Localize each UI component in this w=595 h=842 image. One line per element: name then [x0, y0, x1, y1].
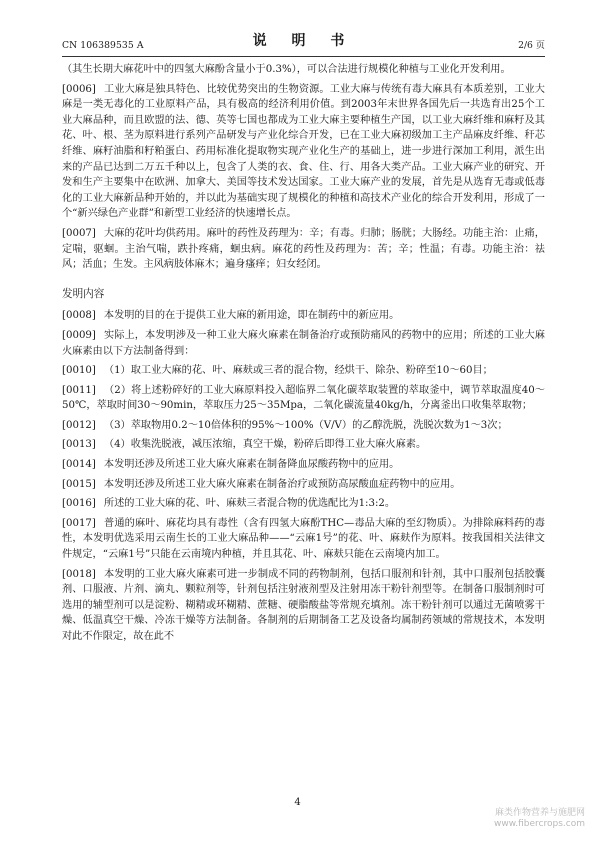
paragraph-number: [0012]: [62, 419, 96, 431]
paragraph-text: （其生长期大麻花叶中的四氢大麻酚含量小于0.3%），可以合法进行规模化种植与工业化开发利用。: [62, 64, 511, 75]
paragraph-text: （4）收集洗脱液，减压浓缩，真空干燥，粉碎后即得工业大麻火麻素。: [103, 439, 427, 451]
paragraph-text: （3）萃取物用0.2～10倍体积的95%～100%（V/V）的乙醇洗脱，洗脱次数为1～3次；: [103, 419, 508, 431]
section-heading: 发明内容: [62, 287, 105, 300]
paragraph-0008: [62, 308, 545, 324]
paragraph-text: 本发明还涉及所述工业大麻火麻素在制备治疗或预防高尿酸血症药物中的应用。: [103, 478, 461, 490]
paragraph-number: [0018]: [62, 568, 96, 580]
paragraph-number: [0017]: [62, 517, 96, 529]
publication-number: CN 106389535 A: [62, 40, 144, 51]
paragraph-text: 本发明的目的在于提供工业大麻的新用途，即在制药中的新应用。: [103, 310, 400, 322]
paragraph-0017: [62, 516, 545, 563]
document-title: 说 明 书: [252, 33, 355, 49]
paragraph-0010: [62, 363, 545, 379]
header-rule: [62, 56, 545, 57]
paragraph-text: 实际上，本发明涉及一种工业大麻火麻素在制备治疗或预防痛风的药物中的应用；所述的工业大麻火麻素由以下方法制备得到：: [62, 329, 545, 357]
paragraph-text: 所述的工业大麻的花、叶、麻麸三者混合物的优选配比为1:3:2。: [103, 498, 396, 510]
paragraph-text: （2）将上述粉碎好的工业大麻原料投入超临界二氧化碳萃取装置的萃取釜中，调节萃取温度40～50℃，萃取时间30～90min，萃取压力25～35Mpa，二氧化碳流量40kg/h，分离釜出口收集萃取物；: [62, 384, 545, 412]
paragraph-number: [0016]: [62, 498, 96, 510]
paragraph-number: [0011]: [62, 384, 96, 396]
paragraph-text: 普通的麻叶、麻花均具有毒性（含有四氢大麻酚THC—毒品大麻的至幻物质）。为排除麻料药的毒性，本发明优选采用云南生长的工业大麻品种——“云麻1号”的花、叶、麻麸作为原料。按我国相关法律文件规定，“云麻1号”只能在云南境内种植，并且其花、叶、麻麸只能在云南境内加工。: [62, 517, 545, 561]
paragraph-number: [0006]: [62, 83, 96, 95]
paragraph-0013: [62, 437, 545, 453]
paragraph-text: 本发明还涉及所述工业大麻火麻素在制备降血尿酸药物中的应用。: [103, 459, 400, 471]
paragraph-0011: [62, 383, 545, 414]
paragraph-number: [0008]: [62, 310, 96, 322]
document-body: [62, 62, 545, 649]
paragraph-0018: [62, 567, 545, 645]
paragraph-0012: [62, 418, 545, 434]
paragraph-number: [0013]: [62, 439, 96, 451]
paragraph-0006: [62, 82, 545, 222]
paragraph-text: （1）取工业大麻的花、叶、麻麸或三者的混合物，经烘干、除杂、粉碎至10～60目；: [103, 365, 493, 377]
paragraph-number: [0007]: [62, 227, 96, 239]
page-indicator: 2/6 页: [518, 40, 545, 51]
paragraph-0014: [62, 457, 545, 473]
watermark-url: www.fibercrops.com: [494, 819, 585, 829]
watermark-site-name: 麻类作物营养与施肥网: [494, 808, 585, 818]
paragraph-text: 大麻的花叶均供药用。麻叶的药性及药理为：辛；有毒。归肺；肠胱；大肠经。功能主治：止痛，定喘，驱蛔。主治气喘，跌扑疼痛，蛔虫病。麻花的药性及药理为：苦；辛；性温；有毒。功能主治：祛风；活血；生发。主风病肢体麻木；遍身瘙痒；妇女经闭。: [62, 227, 545, 271]
paragraph-0007: [62, 226, 545, 273]
paragraph-text: 本发明的工业大麻火麻素可进一步制成不同的药物制剂，包括口服剂和针剂，其中口服剂包括胶囊剂、口服液、片剂、滴丸、颗粒剂等，针剂包括注射液剂型及注射用冻干粉针剂型等。在制备口服制剂时可选用的辅型剂可以是淀粉、糊精或环糊精、蔗糖、硬脂酸盐等常规充填剂。冻干粉针剂可以通过无菌喷雾干燥、低温真空干燥、冷冻干燥等方法制备。各制剂的后期制备工艺及设备均属制药领域的常规技术，本发明对此不作限定，故在此不: [62, 568, 545, 642]
paragraph-number: [0010]: [62, 365, 96, 377]
paragraph-0009: [62, 328, 545, 359]
site-watermark: [494, 808, 585, 830]
paragraph-text: 工业大麻是独具特色、比较优势突出的生物资源。工业大麻与传统有毒大麻具有本质差别，工业大麻是一类无毒化的工业原料产品，具有极高的经济利用价值。到2003年末世界各国先后一共选育出25个工业大麻品种，而且欧盟的法、德、英等七国也都成为工业大麻主要种植生产国，以工业大麻纤维和麻籽及其花、叶、根、茎为原料进行系列产品研发与产业化综合开发，已在工业大麻初级加工主产品麻皮纤维、秆芯纤维、麻籽油脂和籽粕蛋白、药用标准化提取物实现产业化生产的基础上，进一步进行深加工利用，派生出来的产品已达到二万五千种以上，包含了人类的衣、食、住、行、用各大类产品。工业大麻产业的研究、开发和生产主要集中在欧洲、加拿大、美国等技术发达国家。工业大麻产业的发展，首先是从选育无毒或低毒化的工业大麻新品种开始的，并以此为基础实现了规模化的种植和高技术产业化的综合开发利用，形成了一个“新兴绿色产业群”和新型工业经济的快速增长点。: [62, 83, 545, 220]
paragraph-number: [0015]: [62, 478, 96, 490]
paragraph-0015: [62, 477, 545, 493]
page-header: [62, 34, 545, 54]
paragraph-number: [0014]: [62, 459, 96, 471]
paragraph: [62, 62, 545, 78]
page-number: 4: [294, 797, 301, 808]
paragraph-number: [0009]: [62, 329, 96, 341]
paragraph-0016: [62, 496, 545, 512]
